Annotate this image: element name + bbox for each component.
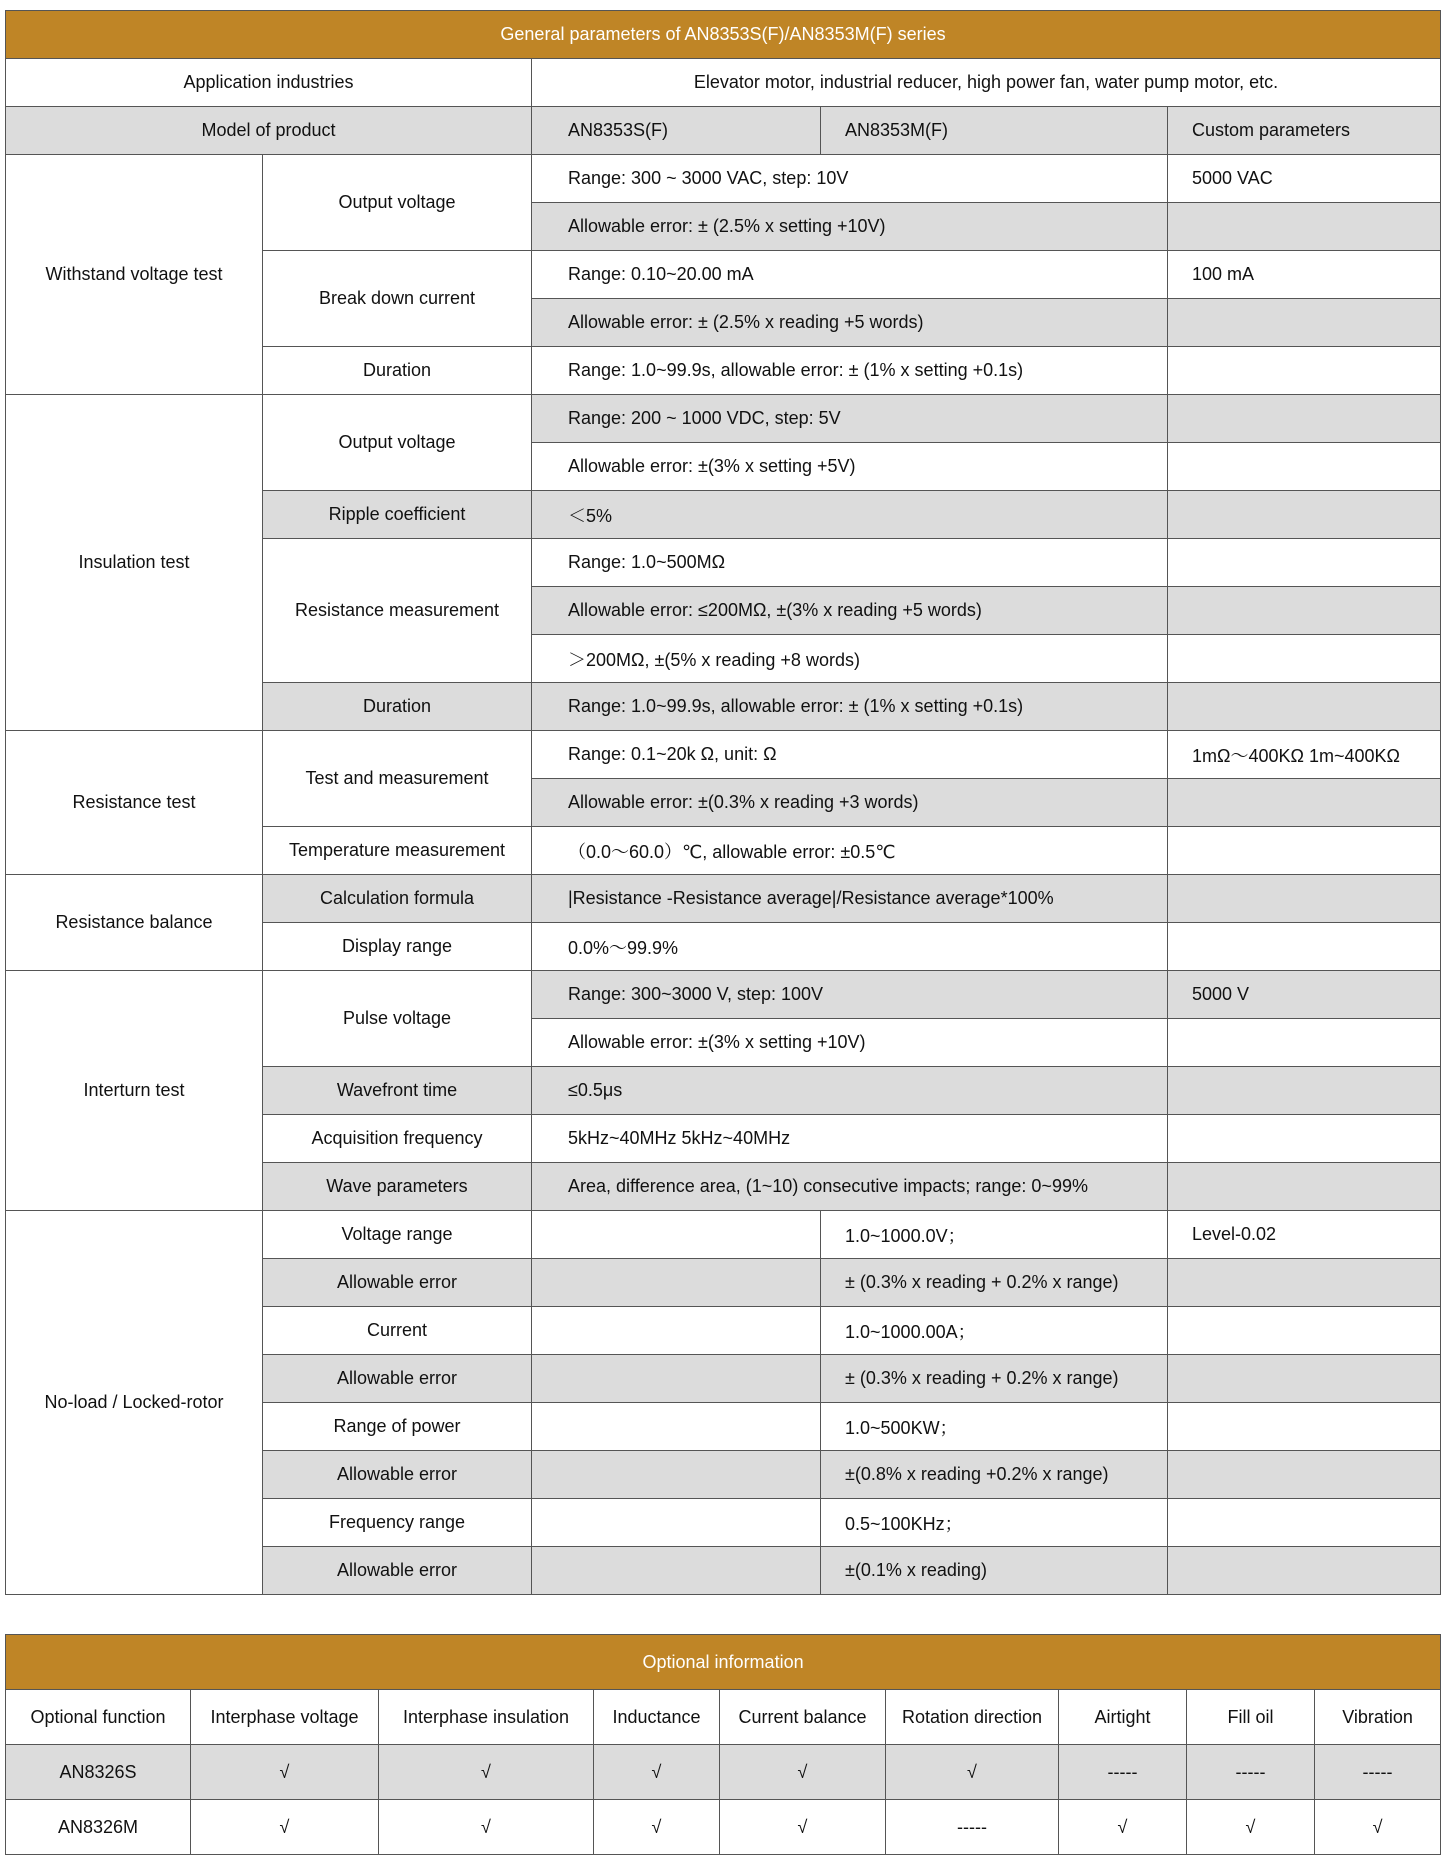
insulation-duration-value: Range: 1.0~99.9s, allowable error: ± (1% x setting +0.1s) bbox=[532, 683, 1168, 731]
optional-cell: √ bbox=[886, 1745, 1059, 1800]
interturn-wavefront-value: ≤0.5μs bbox=[532, 1067, 1168, 1115]
insulation-ov-error: Allowable error: ±(3% x setting +5V) bbox=[532, 443, 1168, 491]
noload-row-label: Allowable error bbox=[263, 1355, 532, 1403]
optional-cell: √ bbox=[1059, 1800, 1187, 1855]
withstand-breakdown-current: Break down current bbox=[263, 251, 532, 347]
application-label: Application industries bbox=[6, 59, 532, 107]
optional-cell: √ bbox=[191, 1800, 379, 1855]
interturn-wave-params: Wave parameters bbox=[263, 1163, 532, 1211]
empty-cell bbox=[1168, 443, 1441, 491]
empty-cell bbox=[1168, 875, 1441, 923]
noload-row-value: 1.0~500KW； bbox=[821, 1403, 1168, 1451]
empty-cell bbox=[1168, 491, 1441, 539]
resistance-tm-custom: 1mΩ～400KΩ 1m~400KΩ bbox=[1168, 731, 1441, 779]
empty-cell bbox=[532, 1307, 821, 1355]
resistance-tm-range: Range: 0.1~20k Ω, unit: Ω bbox=[532, 731, 1168, 779]
empty-cell bbox=[1168, 1067, 1441, 1115]
insulation-res-error1: Allowable error: ≤200MΩ, ±(3% x reading +5 words) bbox=[532, 587, 1168, 635]
empty-cell bbox=[532, 1403, 821, 1451]
noload-category: No-load / Locked-rotor bbox=[6, 1211, 263, 1595]
withstand-category: Withstand voltage test bbox=[6, 155, 263, 395]
withstand-bc-error: Allowable error: ± (2.5% x reading +5 words) bbox=[532, 299, 1168, 347]
optional-header-cell: Vibration bbox=[1315, 1690, 1441, 1745]
balance-display-value: 0.0%～99.9% bbox=[532, 923, 1168, 971]
empty-cell bbox=[532, 1259, 821, 1307]
insulation-ov-range: Range: 200 ~ 1000 VDC, step: 5V bbox=[532, 395, 1168, 443]
noload-row-label: Voltage range bbox=[263, 1211, 532, 1259]
empty-cell bbox=[1168, 827, 1441, 875]
insulation-resistance: Resistance measurement bbox=[263, 539, 532, 683]
table-row bbox=[6, 1745, 1441, 1800]
optional-header-cell: Fill oil bbox=[1187, 1690, 1315, 1745]
noload-row-custom bbox=[1168, 1451, 1441, 1499]
optional-cell: ----- bbox=[1187, 1745, 1315, 1800]
optional-cell: ----- bbox=[886, 1800, 1059, 1855]
withstand-output-voltage: Output voltage bbox=[263, 155, 532, 251]
optional-header-cell: Rotation direction bbox=[886, 1690, 1059, 1745]
table-title: General parameters of AN8353S(F)/AN8353M(F) series bbox=[6, 11, 1441, 59]
noload-row-value: ± (0.3% x reading + 0.2% x range) bbox=[821, 1355, 1168, 1403]
withstand-bc-custom: 100 mA bbox=[1168, 251, 1441, 299]
empty-cell bbox=[1168, 683, 1441, 731]
table-row bbox=[6, 1800, 1441, 1855]
model-label: Model of product bbox=[6, 107, 532, 155]
optional-header-cell: Interphase voltage bbox=[191, 1690, 379, 1745]
empty-cell bbox=[1168, 779, 1441, 827]
noload-row-custom bbox=[1168, 1307, 1441, 1355]
optional-cell: AN8326M bbox=[6, 1800, 191, 1855]
insulation-ripple: Ripple coefficient bbox=[263, 491, 532, 539]
noload-row-label: Allowable error bbox=[263, 1547, 532, 1595]
optional-cell: ----- bbox=[1315, 1745, 1441, 1800]
empty-cell bbox=[1168, 1163, 1441, 1211]
optional-header-cell: Airtight bbox=[1059, 1690, 1187, 1745]
empty-cell bbox=[1168, 203, 1441, 251]
empty-cell bbox=[1168, 1115, 1441, 1163]
optional-cell: √ bbox=[1187, 1800, 1315, 1855]
noload-row-label: Current bbox=[263, 1307, 532, 1355]
withstand-ov-error: Allowable error: ± (2.5% x setting +10V) bbox=[532, 203, 1168, 251]
insulation-output-voltage: Output voltage bbox=[263, 395, 532, 491]
empty-cell bbox=[1168, 1019, 1441, 1067]
interturn-category: Interturn test bbox=[6, 971, 263, 1211]
empty-cell bbox=[532, 1547, 821, 1595]
interturn-wavefront: Wavefront time bbox=[263, 1067, 532, 1115]
noload-row-custom: Level-0.02 bbox=[1168, 1211, 1441, 1259]
interturn-pv-custom: 5000 V bbox=[1168, 971, 1441, 1019]
noload-row-label: Allowable error bbox=[263, 1451, 532, 1499]
optional-cell: √ bbox=[720, 1745, 886, 1800]
empty-cell bbox=[532, 1451, 821, 1499]
empty-cell bbox=[532, 1499, 821, 1547]
insulation-ripple-value: ＜5% bbox=[532, 491, 1168, 539]
optional-cell: √ bbox=[720, 1800, 886, 1855]
noload-row-value: ±(0.1% x reading) bbox=[821, 1547, 1168, 1595]
model-s: AN8353S(F) bbox=[532, 107, 821, 155]
noload-row-custom bbox=[1168, 1403, 1441, 1451]
withstand-duration: Duration bbox=[263, 347, 532, 395]
general-parameters-table bbox=[5, 10, 1440, 1595]
empty-cell bbox=[1168, 635, 1441, 683]
resistance-tm-error: Allowable error: ±(0.3% x reading +3 words) bbox=[532, 779, 1168, 827]
empty-cell bbox=[532, 1211, 821, 1259]
noload-row-label: Frequency range bbox=[263, 1499, 532, 1547]
optional-header-cell: Interphase insulation bbox=[379, 1690, 594, 1745]
optional-cell: √ bbox=[1315, 1800, 1441, 1855]
noload-row-value: 0.5~100KHz； bbox=[821, 1499, 1168, 1547]
resistance-test-measurement: Test and measurement bbox=[263, 731, 532, 827]
interturn-acquisition-value: 5kHz~40MHz 5kHz~40MHz bbox=[532, 1115, 1168, 1163]
resistance-category: Resistance test bbox=[6, 731, 263, 875]
noload-row-custom bbox=[1168, 1499, 1441, 1547]
balance-category: Resistance balance bbox=[6, 875, 263, 971]
resistance-temperature-value: （0.0～60.0）℃, allowable error: ±0.5℃ bbox=[532, 827, 1168, 875]
optional-information-table bbox=[5, 1634, 1440, 1855]
empty-cell bbox=[1168, 587, 1441, 635]
optional-cell: AN8326S bbox=[6, 1745, 191, 1800]
optional-cell: √ bbox=[191, 1745, 379, 1800]
model-m: AN8353M(F) bbox=[821, 107, 1168, 155]
balance-formula: Calculation formula bbox=[263, 875, 532, 923]
empty-cell bbox=[1168, 347, 1441, 395]
interturn-pv-error: Allowable error: ±(3% x setting +10V) bbox=[532, 1019, 1168, 1067]
empty-cell bbox=[1168, 539, 1441, 587]
insulation-res-range: Range: 1.0~500MΩ bbox=[532, 539, 1168, 587]
insulation-duration: Duration bbox=[263, 683, 532, 731]
interturn-pulse-voltage: Pulse voltage bbox=[263, 971, 532, 1067]
interturn-wave-params-value: Area, difference area, (1~10) consecutive impacts; range: 0~99% bbox=[532, 1163, 1168, 1211]
optional-cell: ----- bbox=[1059, 1745, 1187, 1800]
custom-parameters-header: Custom parameters bbox=[1168, 107, 1441, 155]
optional-title: Optional information bbox=[6, 1635, 1441, 1690]
noload-row-label: Range of power bbox=[263, 1403, 532, 1451]
insulation-res-error2: ＞200MΩ, ±(5% x reading +8 words) bbox=[532, 635, 1168, 683]
noload-row-custom bbox=[1168, 1355, 1441, 1403]
noload-row-value: 1.0~1000.00A； bbox=[821, 1307, 1168, 1355]
interturn-acquisition: Acquisition frequency bbox=[263, 1115, 532, 1163]
withstand-duration-value: Range: 1.0~99.9s, allowable error: ± (1% x setting +0.1s) bbox=[532, 347, 1168, 395]
withstand-bc-range: Range: 0.10~20.00 mA bbox=[532, 251, 1168, 299]
withstand-ov-custom: 5000 VAC bbox=[1168, 155, 1441, 203]
insulation-category: Insulation test bbox=[6, 395, 263, 731]
empty-cell bbox=[1168, 299, 1441, 347]
empty-cell bbox=[1168, 395, 1441, 443]
optional-cell: √ bbox=[379, 1800, 594, 1855]
optional-header-cell: Current balance bbox=[720, 1690, 886, 1745]
optional-header-cell: Inductance bbox=[594, 1690, 720, 1745]
noload-row-label: Allowable error bbox=[263, 1259, 532, 1307]
application-value: Elevator motor, industrial reducer, high power fan, water pump motor, etc. bbox=[532, 59, 1441, 107]
noload-row-custom bbox=[1168, 1547, 1441, 1595]
noload-row-value: ± (0.3% x reading + 0.2% x range) bbox=[821, 1259, 1168, 1307]
balance-formula-value: |Resistance -Resistance average|/Resistance average*100% bbox=[532, 875, 1168, 923]
noload-row-custom bbox=[1168, 1259, 1441, 1307]
noload-row-value: ±(0.8% x reading +0.2% x range) bbox=[821, 1451, 1168, 1499]
optional-cell: √ bbox=[594, 1745, 720, 1800]
resistance-temperature: Temperature measurement bbox=[263, 827, 532, 875]
optional-header-cell: Optional function bbox=[6, 1690, 191, 1745]
withstand-ov-range: Range: 300 ~ 3000 VAC, step: 10V bbox=[532, 155, 1168, 203]
interturn-pv-range: Range: 300~3000 V, step: 100V bbox=[532, 971, 1168, 1019]
balance-display-range: Display range bbox=[263, 923, 532, 971]
noload-row-value: 1.0~1000.0V； bbox=[821, 1211, 1168, 1259]
empty-cell bbox=[532, 1355, 821, 1403]
optional-cell: √ bbox=[594, 1800, 720, 1855]
empty-cell bbox=[1168, 923, 1441, 971]
optional-cell: √ bbox=[379, 1745, 594, 1800]
